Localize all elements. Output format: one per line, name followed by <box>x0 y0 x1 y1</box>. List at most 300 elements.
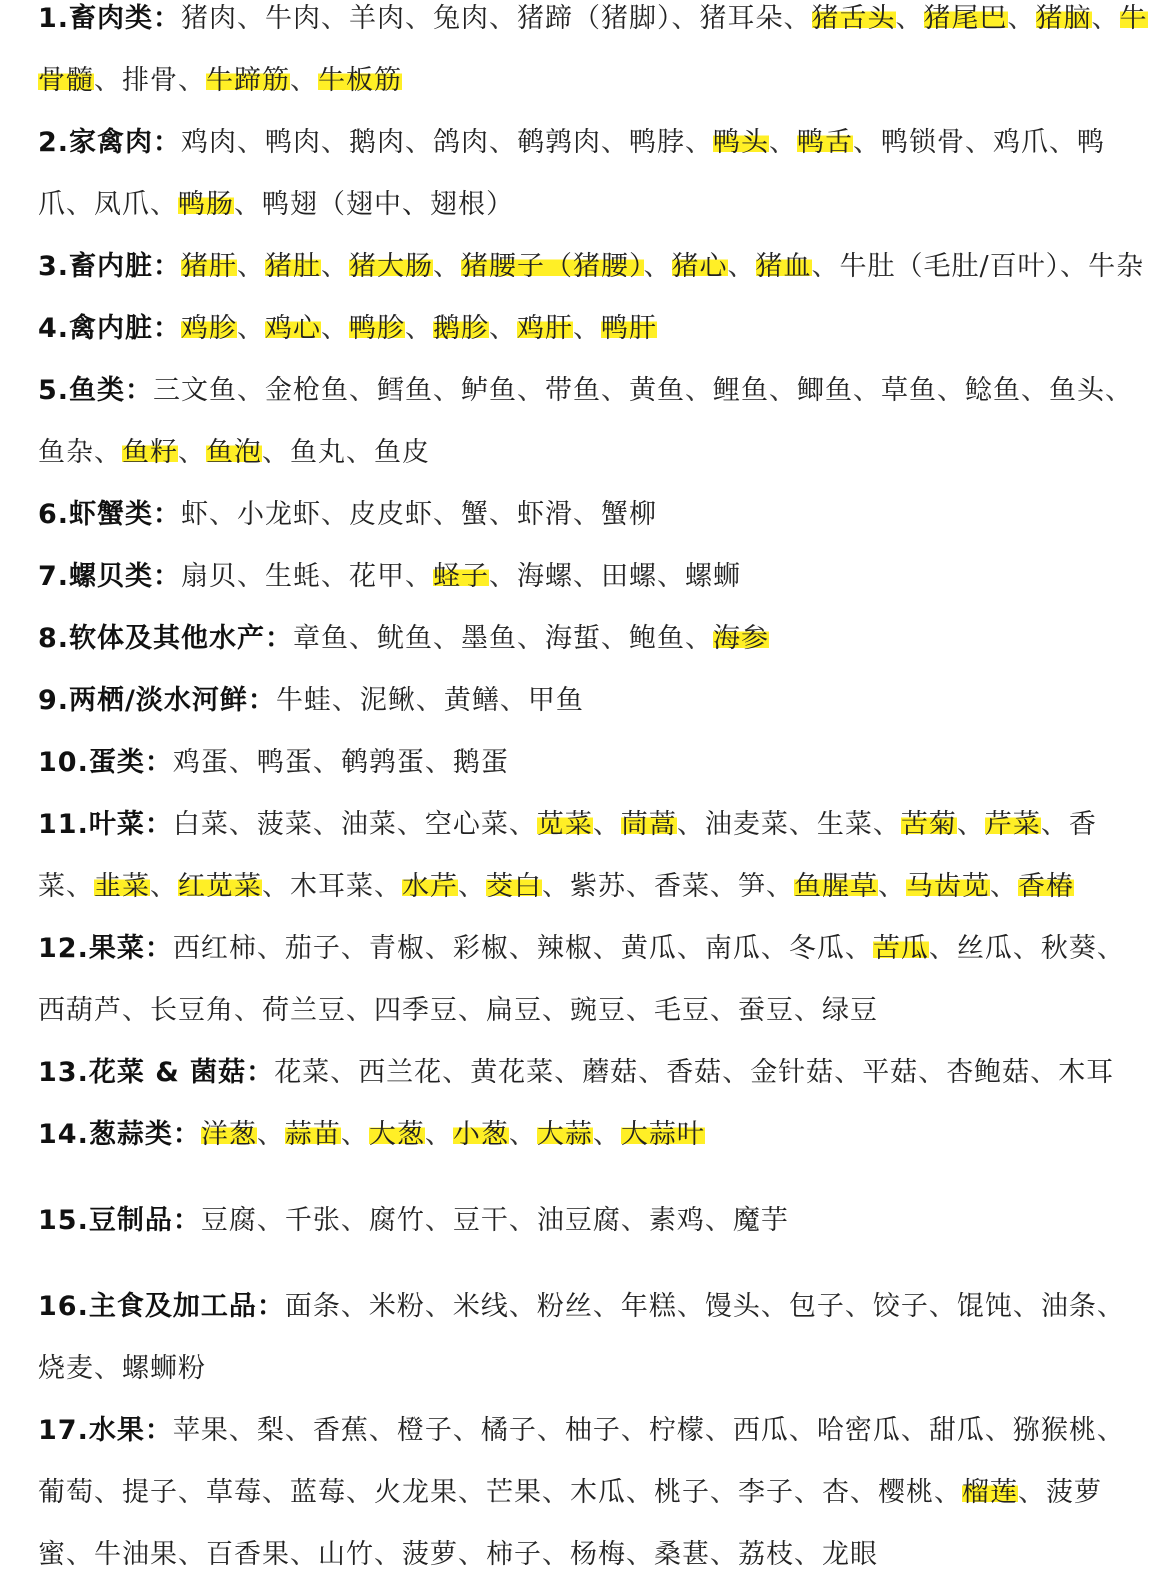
highlighted-food-item: 猪肝 <box>181 251 238 282</box>
food-item: 豆腐 <box>200 1205 257 1236</box>
item-separator: 、 <box>794 1477 822 1508</box>
food-item: 空心菜 <box>424 809 509 840</box>
food-item: 鲈鱼 <box>461 375 518 406</box>
item-separator: 、 <box>811 251 840 282</box>
item-separator: 、 <box>918 1057 947 1088</box>
food-item: 苹果 <box>172 1415 229 1446</box>
category-label: 9.两栖/淡水河鲜： <box>38 685 276 716</box>
category-label: 4.禽内脏： <box>38 313 182 344</box>
item-separator: 、 <box>956 809 985 840</box>
item-separator: 、 <box>710 871 738 902</box>
food-item: 鲶鱼 <box>965 375 1022 406</box>
food-item: 茄子 <box>284 933 341 964</box>
category-label: 7.螺贝类： <box>38 561 182 592</box>
food-item: 牛蛙 <box>275 685 332 716</box>
item-separator: 、 <box>433 623 462 654</box>
food-item: 绿豆 <box>822 995 878 1026</box>
section-spacer <box>38 1252 1152 1276</box>
item-separator: 、 <box>489 3 518 34</box>
food-item: 米粉 <box>368 1291 425 1322</box>
highlighted-food-item: 鸡胗 <box>181 313 238 344</box>
category-label: 1.畜肉类： <box>38 3 182 34</box>
item-separator: 、 <box>573 313 602 344</box>
highlighted-food-item: 鸡肝 <box>517 313 574 344</box>
food-item: 荔枝 <box>738 1539 794 1570</box>
highlighted-food-item: 牛骨髓 <box>38 3 1148 96</box>
highlighted-food-item: 水芹 <box>402 871 458 902</box>
food-item: 三文鱼 <box>153 375 238 406</box>
item-separator: 、 <box>671 3 700 34</box>
food-item: 鸭蛋 <box>256 747 313 778</box>
food-item: 鸡肉 <box>181 127 238 158</box>
highlighted-food-item: 猪腰子（猪腰） <box>461 251 644 282</box>
item-separator: 、 <box>508 933 537 964</box>
item-separator: 、 <box>458 871 486 902</box>
food-item: 甲鱼 <box>527 685 584 716</box>
item-separator: 、 <box>844 1291 873 1322</box>
item-separator: 、 <box>643 251 672 282</box>
item-separator: 、 <box>592 1119 621 1150</box>
item-separator: 、 <box>346 995 374 1026</box>
item-separator: 、 <box>228 809 257 840</box>
highlighted-food-item: 鱼泡 <box>206 437 262 468</box>
item-separator: 、 <box>766 871 794 902</box>
highlighted-food-item: 猪舌头 <box>811 3 896 34</box>
food-item: 猪蹄（猪脚） <box>517 3 672 34</box>
highlighted-food-item: 牛板筋 <box>318 65 402 96</box>
food-item: 提子 <box>122 1477 178 1508</box>
item-separator: 、 <box>340 933 369 964</box>
item-separator: 、 <box>1096 933 1125 964</box>
item-separator: 、 <box>1091 3 1120 34</box>
highlighted-food-item: 猪血 <box>755 251 812 282</box>
item-separator: 、 <box>1049 127 1078 158</box>
item-separator: 、 <box>895 3 924 34</box>
highlighted-food-item: 猪尾巴 <box>923 3 1008 34</box>
highlighted-food-item: 洋葱 <box>200 1119 257 1150</box>
highlighted-food-item: 苦瓜 <box>872 933 929 964</box>
item-separator: 、 <box>685 623 714 654</box>
food-item: 木耳菜 <box>290 871 374 902</box>
category-paragraph <box>38 608 1152 670</box>
category-paragraph <box>38 1104 1152 1166</box>
food-item: 西红柿 <box>172 933 257 964</box>
item-separator: 、 <box>489 499 518 530</box>
food-item: 皮皮虾 <box>349 499 434 530</box>
food-item: 鱼皮 <box>374 437 430 468</box>
highlighted-food-item: 蛏子 <box>433 561 490 592</box>
highlighted-food-item: 芹菜 <box>984 809 1041 840</box>
food-item: 柿子 <box>486 1539 542 1570</box>
item-separator: 、 <box>321 561 350 592</box>
item-separator: 、 <box>794 1539 822 1570</box>
food-item: 海蜇 <box>545 623 602 654</box>
item-separator: 、 <box>405 3 434 34</box>
item-separator: 、 <box>769 375 798 406</box>
item-separator: 、 <box>396 809 425 840</box>
food-item: 油豆腐 <box>536 1205 621 1236</box>
food-item: 李子 <box>738 1477 794 1508</box>
food-item: 鸡蛋 <box>172 747 229 778</box>
food-item: 花甲 <box>349 561 406 592</box>
highlighted-food-item: 鸭头 <box>713 127 770 158</box>
food-item: 金枪鱼 <box>265 375 350 406</box>
item-separator: 、 <box>237 251 266 282</box>
item-separator: 、 <box>850 1477 878 1508</box>
item-separator: 、 <box>458 1539 486 1570</box>
item-separator: 、 <box>349 623 378 654</box>
food-item: 墨鱼 <box>461 623 518 654</box>
food-item: 鱼头 <box>1049 375 1106 406</box>
food-item: 秋葵 <box>1040 933 1097 964</box>
item-separator: 、 <box>937 375 966 406</box>
item-separator: 、 <box>626 871 654 902</box>
food-item: 豌豆 <box>570 995 626 1026</box>
category-paragraph <box>38 732 1152 794</box>
item-separator: 、 <box>872 809 901 840</box>
food-item: 菠萝 <box>402 1539 458 1570</box>
item-separator: 、 <box>508 809 537 840</box>
item-separator: 、 <box>374 1539 402 1570</box>
category-label: 15.豆制品： <box>38 1205 201 1236</box>
food-item: 橙子 <box>396 1415 453 1446</box>
food-item: 花菜 <box>274 1057 331 1088</box>
food-item: 鱼杂 <box>38 437 94 468</box>
item-separator: 、 <box>1040 809 1069 840</box>
item-separator: 、 <box>794 995 822 1026</box>
food-item: 龙眼 <box>822 1539 878 1570</box>
food-item: 草莓 <box>206 1477 262 1508</box>
item-separator: 、 <box>321 313 350 344</box>
item-separator: 、 <box>237 561 266 592</box>
item-separator: 、 <box>256 1205 285 1236</box>
item-separator: 、 <box>601 375 630 406</box>
food-item: 橘子 <box>480 1415 537 1446</box>
item-separator: 、 <box>592 933 621 964</box>
food-item: 桑葚 <box>654 1539 710 1570</box>
food-item: 羊肉 <box>349 3 406 34</box>
item-separator: 、 <box>626 1477 654 1508</box>
item-separator: 、 <box>834 1057 863 1088</box>
food-item: 西兰花 <box>358 1057 443 1088</box>
highlighted-food-item: 大葱 <box>368 1119 425 1150</box>
item-separator: 、 <box>237 375 266 406</box>
food-item: 米线 <box>452 1291 509 1322</box>
item-separator: 、 <box>66 1539 94 1570</box>
item-separator: 、 <box>1007 3 1036 34</box>
category-paragraph <box>38 112 1152 236</box>
item-separator: 、 <box>788 1415 817 1446</box>
item-separator: 、 <box>685 127 714 158</box>
item-separator: 、 <box>424 1119 453 1150</box>
food-item: 泥鳅 <box>359 685 416 716</box>
category-paragraph <box>38 1400 1152 1586</box>
food-item: 黄鳝 <box>443 685 500 716</box>
item-separator: 、 <box>853 375 882 406</box>
item-separator: 、 <box>517 623 546 654</box>
food-item: 螺蛳粉 <box>122 1353 206 1384</box>
food-item: 荷兰豆 <box>262 995 346 1026</box>
highlighted-food-item: 鸭舌 <box>797 127 854 158</box>
item-separator: 、 <box>94 1353 122 1384</box>
category-label: 17.水果： <box>38 1415 173 1446</box>
food-item: 蚕豆 <box>738 995 794 1026</box>
highlighted-food-item: 鱼腥草 <box>794 871 878 902</box>
food-item: 面条 <box>284 1291 341 1322</box>
highlighted-food-item: 苋菜 <box>536 809 593 840</box>
food-item: 千张 <box>284 1205 341 1236</box>
food-item: 火龙果 <box>374 1477 458 1508</box>
item-separator: 、 <box>321 251 350 282</box>
category-label: 12.果菜： <box>38 933 173 964</box>
category-label: 11.叶菜： <box>38 809 173 840</box>
item-separator: 、 <box>433 251 462 282</box>
food-item: 西葫芦 <box>38 995 122 1026</box>
highlighted-food-item: 猪心 <box>671 251 728 282</box>
item-separator: 、 <box>900 1415 929 1446</box>
food-item: 甜瓜 <box>928 1415 985 1446</box>
food-item: 鲤鱼 <box>713 375 770 406</box>
food-item: 章鱼 <box>293 623 350 654</box>
item-separator: 、 <box>150 189 178 220</box>
food-item: 蓝莓 <box>290 1477 346 1508</box>
food-item: 辣椒 <box>536 933 593 964</box>
item-separator: 、 <box>489 127 518 158</box>
item-separator: 、 <box>424 1291 453 1322</box>
item-separator: 、 <box>620 1205 649 1236</box>
food-item: 油麦菜 <box>704 809 789 840</box>
item-separator: 、 <box>209 499 238 530</box>
item-separator: 、 <box>122 995 150 1026</box>
food-item: 黄鱼 <box>629 375 686 406</box>
food-item: 馒头 <box>704 1291 761 1322</box>
highlighted-food-item: 鸭肝 <box>601 313 658 344</box>
category-label: 8.软体及其他水产： <box>38 623 294 654</box>
item-separator: 、 <box>150 871 178 902</box>
item-separator: 、 <box>592 1291 621 1322</box>
category-paragraph <box>38 360 1152 484</box>
item-separator: 、 <box>508 1119 537 1150</box>
highlighted-food-item: 红苋菜 <box>178 871 262 902</box>
item-separator: 、 <box>676 933 705 964</box>
food-item: 油菜 <box>340 809 397 840</box>
item-separator: 、 <box>573 561 602 592</box>
food-item: 扇贝 <box>181 561 238 592</box>
item-separator: 、 <box>349 375 378 406</box>
highlighted-food-item: 鸭胗 <box>349 313 406 344</box>
item-separator: 、 <box>178 65 206 96</box>
category-label: 14.葱蒜类： <box>38 1119 201 1150</box>
item-separator: 、 <box>626 995 654 1026</box>
item-separator: 、 <box>228 747 257 778</box>
highlighted-food-item: 大蒜 <box>536 1119 593 1150</box>
item-separator: 、 <box>234 189 262 220</box>
item-separator: 、 <box>710 995 738 1026</box>
food-item: 鹅肉 <box>349 127 406 158</box>
item-separator: 、 <box>783 3 812 34</box>
food-item: 草鱼 <box>881 375 938 406</box>
food-item: 豆干 <box>452 1205 509 1236</box>
food-item: 油条 <box>1040 1291 1097 1322</box>
food-item: 鸭翅（翅中、翅根） <box>262 189 514 220</box>
food-item: 鲫鱼 <box>797 375 854 406</box>
highlighted-food-item: 茭白 <box>486 871 542 902</box>
item-separator: 、 <box>256 933 285 964</box>
food-item: 冬瓜 <box>788 933 845 964</box>
food-item: 黄花菜 <box>470 1057 555 1088</box>
highlighted-food-item: 茼蒿 <box>620 809 677 840</box>
item-separator: 、 <box>489 561 518 592</box>
item-separator: 、 <box>405 561 434 592</box>
item-separator: 、 <box>788 809 817 840</box>
item-separator: 、 <box>542 995 570 1026</box>
item-separator: 、 <box>626 1539 654 1570</box>
food-item: 紫苏 <box>570 871 626 902</box>
food-item: 鸭爪 <box>38 127 1106 220</box>
food-item: 鲍鱼 <box>629 623 686 654</box>
food-item: 哈密瓜 <box>816 1415 901 1446</box>
item-separator: 、 <box>340 1119 369 1150</box>
item-separator: 、 <box>178 1477 206 1508</box>
section-spacer <box>38 1166 1152 1190</box>
food-item: 虾滑 <box>517 499 574 530</box>
food-item: 黄瓜 <box>620 933 677 964</box>
food-item: 带鱼 <box>545 375 602 406</box>
category-label: 10.蛋类： <box>38 747 173 778</box>
item-separator: 、 <box>178 1539 206 1570</box>
item-separator: 、 <box>853 127 882 158</box>
item-separator: 、 <box>722 1057 751 1088</box>
category-paragraph <box>38 918 1152 1042</box>
food-item: 长豆角 <box>150 995 234 1026</box>
item-separator: 、 <box>554 1057 583 1088</box>
item-separator: 、 <box>424 1205 453 1236</box>
item-separator: 、 <box>458 995 486 1026</box>
highlighted-food-item: 鱼籽 <box>122 437 178 468</box>
food-item: 平菇 <box>862 1057 919 1088</box>
food-item: 腐竹 <box>368 1205 425 1236</box>
item-separator: 、 <box>228 1415 257 1446</box>
category-label: 16.主食及加工品： <box>38 1291 285 1322</box>
food-item: 生蚝 <box>265 561 322 592</box>
food-item: 年糕 <box>620 1291 677 1322</box>
highlighted-food-item: 猪肚 <box>265 251 322 282</box>
food-item: 包子 <box>788 1291 845 1322</box>
category-label: 6.虾蟹类： <box>38 499 182 530</box>
item-separator: 、 <box>1096 1291 1125 1322</box>
category-paragraph <box>38 0 1152 112</box>
item-separator: 、 <box>312 809 341 840</box>
highlighted-food-item: 榴莲 <box>962 1477 1018 1508</box>
item-separator: 、 <box>290 1539 318 1570</box>
food-item: 四季豆 <box>374 995 458 1026</box>
food-item: 鹌鹑蛋 <box>340 747 425 778</box>
item-separator: 、 <box>321 127 350 158</box>
item-separator: 、 <box>442 1057 471 1088</box>
food-item: 鹌鹑肉 <box>517 127 602 158</box>
item-separator: 、 <box>685 375 714 406</box>
item-separator: 、 <box>237 313 266 344</box>
highlighted-food-item: 猪脑 <box>1035 3 1092 34</box>
food-item: 香菜 <box>38 809 1097 902</box>
item-separator: 、 <box>368 1415 397 1446</box>
item-separator: 、 <box>1018 1477 1046 1508</box>
item-separator: 、 <box>237 3 266 34</box>
item-separator: 、 <box>312 747 341 778</box>
category-label: 2.家禽肉： <box>38 127 182 158</box>
category-label: 3.畜内脏： <box>38 251 182 282</box>
item-separator: 、 <box>542 871 570 902</box>
category-paragraph <box>38 1190 1152 1252</box>
item-separator: 、 <box>424 933 453 964</box>
category-paragraph <box>38 546 1152 608</box>
food-item: 烧麦 <box>38 1353 94 1384</box>
item-separator: 、 <box>1021 375 1050 406</box>
food-item: 葡萄 <box>38 1477 94 1508</box>
highlighted-food-item: 韭菜 <box>94 871 150 902</box>
item-separator: 、 <box>984 1415 1013 1446</box>
food-item: 牛杂 <box>1088 251 1145 282</box>
item-separator: 、 <box>542 1477 570 1508</box>
item-separator: 、 <box>405 127 434 158</box>
food-item: 鸡爪 <box>993 127 1050 158</box>
food-item: 扁豆 <box>486 995 542 1026</box>
item-separator: 、 <box>66 871 94 902</box>
item-separator: 、 <box>657 561 686 592</box>
food-item: 鳕鱼 <box>377 375 434 406</box>
food-item: 鸽肉 <box>433 127 490 158</box>
food-item: 馄饨 <box>956 1291 1013 1322</box>
item-separator: 、 <box>290 65 318 96</box>
category-paragraph <box>38 484 1152 546</box>
food-item: 杨梅 <box>570 1539 626 1570</box>
food-item: 鱿鱼 <box>377 623 434 654</box>
item-separator: 、 <box>433 499 462 530</box>
highlighted-food-item: 鸡心 <box>265 313 322 344</box>
item-separator: 、 <box>284 1415 313 1446</box>
item-separator: 、 <box>405 313 434 344</box>
item-separator: 、 <box>965 127 994 158</box>
food-item: 南瓜 <box>704 933 761 964</box>
food-item: 木瓜 <box>570 1477 626 1508</box>
item-separator: 、 <box>346 437 374 468</box>
food-item: 凤爪 <box>94 189 150 220</box>
food-item: 杏鲍菇 <box>946 1057 1031 1088</box>
item-separator: 、 <box>573 499 602 530</box>
food-item: 牛肚（毛肚/百叶） <box>839 251 1061 282</box>
item-separator: 、 <box>94 1477 122 1508</box>
item-separator: 、 <box>760 933 789 964</box>
item-separator: 、 <box>508 1205 537 1236</box>
food-item: 鸭锁骨 <box>881 127 966 158</box>
item-separator: 、 <box>374 871 402 902</box>
item-separator: 、 <box>760 1291 789 1322</box>
item-separator: 、 <box>928 933 957 964</box>
food-item: 香蕉 <box>312 1415 369 1446</box>
category-label: 5.鱼类： <box>38 375 154 406</box>
category-paragraph <box>38 298 1152 360</box>
food-item: 猪耳朵 <box>699 3 784 34</box>
category-paragraph <box>38 1276 1152 1400</box>
item-separator: 、 <box>94 437 122 468</box>
food-item: 木耳 <box>1058 1057 1115 1088</box>
food-item: 菠菜 <box>256 809 313 840</box>
item-separator: 、 <box>934 1477 962 1508</box>
food-item: 田螺 <box>601 561 658 592</box>
item-separator: 、 <box>928 1291 957 1322</box>
item-separator: 、 <box>330 1057 359 1088</box>
item-separator: 、 <box>1060 251 1089 282</box>
